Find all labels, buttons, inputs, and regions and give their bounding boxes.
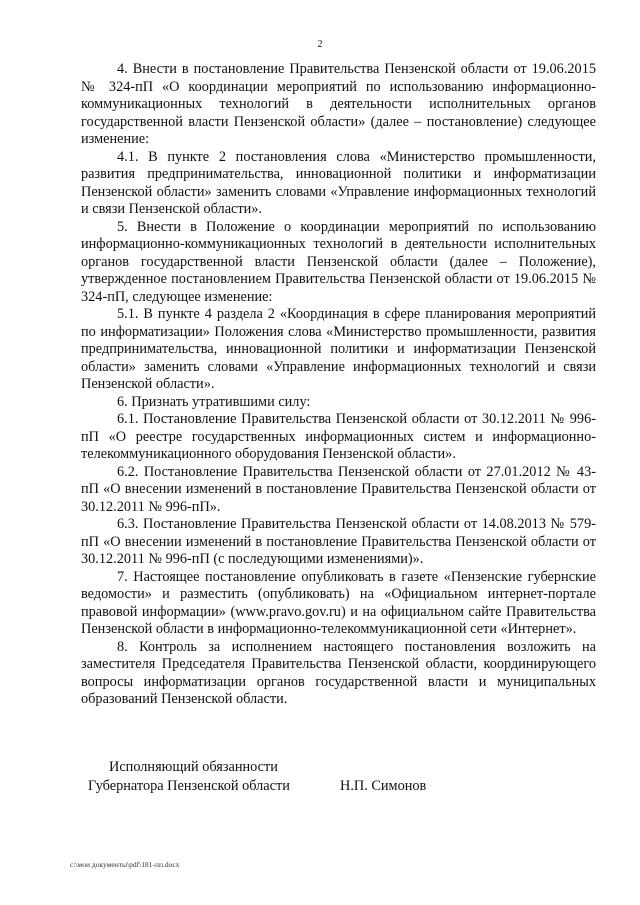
paragraph-4-1: 4.1. В пункте 2 постановления слова «Министерство промышленности, развития предпринимательства, инновационной политики и информатизации Пензенской области» заменить словами «Управление информационных технологий и связи Пензенской области». — [81, 148, 596, 217]
signature-block — [88, 758, 468, 796]
document-body — [81, 61, 596, 709]
paragraph-6-2: 6.2. Постановление Правительства Пензенской области от 27.01.2012 № 43-пП «О внесении изменений в постановление Правительства Пензенской области от 30.12.2011 № 996-пП». — [81, 463, 596, 515]
signatory-name: Н.П. Симонов — [340, 778, 427, 794]
page-number: 2 — [317, 39, 323, 50]
paragraph-5: 5. Внести в Положение о координации мероприятий по использованию информационно-коммуникационных технологий в деятельности исполнительных органов государственной власти Пензенской области (далее – Положение), утвержденное постановлением Правительства Пензенской области от 19.06.2015 № 324-пП, следующее изменение: — [81, 218, 596, 305]
paragraph-6-1: 6.1. Постановление Правительства Пензенской области от 30.12.2011 № 996-пП «О реестре государственных информационных систем и информационно-телекоммуникационного оборудования Пензенской области». — [81, 411, 596, 462]
paragraph-7: 7. Настоящее постановление опубликовать в газете «Пензенские губернские ведомости» и разместить (опубликовать) на «Официальном интернет-портале правовой информации» (www.pravo.gov.ru) и на официальном сайте Правительства Пензенской области в информационно-телекоммуникационной сети «Интернет». — [81, 568, 596, 637]
signatory-position-line-1: Исполняющий обязанности — [109, 759, 278, 775]
paragraph-8: 8. Контроль за исполнением настоящего постановления возложить на заместителя Председателя Правительства Пензенской области, координирующего вопросы информатизации органов государственной власти и муниципальных образований Пензенской области. — [81, 638, 596, 707]
signatory-position-line-2: Губернатора Пензенской области — [88, 778, 290, 794]
footer-file-path: c:\мои документы\pdf\181-пп.docx — [70, 860, 180, 869]
paragraph-5-1: 5.1. В пункте 4 раздела 2 «Координация в сфере планирования мероприятий по информатизации» Положения слова «Министерство промышленности, развития предпринимательства, инновационной политики и информатизации Пензенской области» заменить словами «Управление информационных технологий и связи Пензенской области». — [81, 306, 596, 392]
paragraph-6: 6. Признать утратившими силу: — [117, 393, 311, 410]
paragraph-4: 4. Внести в постановление Правительства Пензенской области от 19.06.2015 № 324-пП «О координации мероприятий по использованию информационно-коммуникационных технологий в деятельности исполнительных органов государственной власти Пензенской области» (далее – постановление) следующее изменение: — [81, 61, 596, 147]
paragraph-6-3: 6.3. Постановление Правительства Пензенской области от 14.08.2013 № 579-пП «О внесении изменений в постановление Правительства Пензенской области от 30.12.2011 № 996-пП (с последующими изменениями)». — [81, 516, 596, 567]
